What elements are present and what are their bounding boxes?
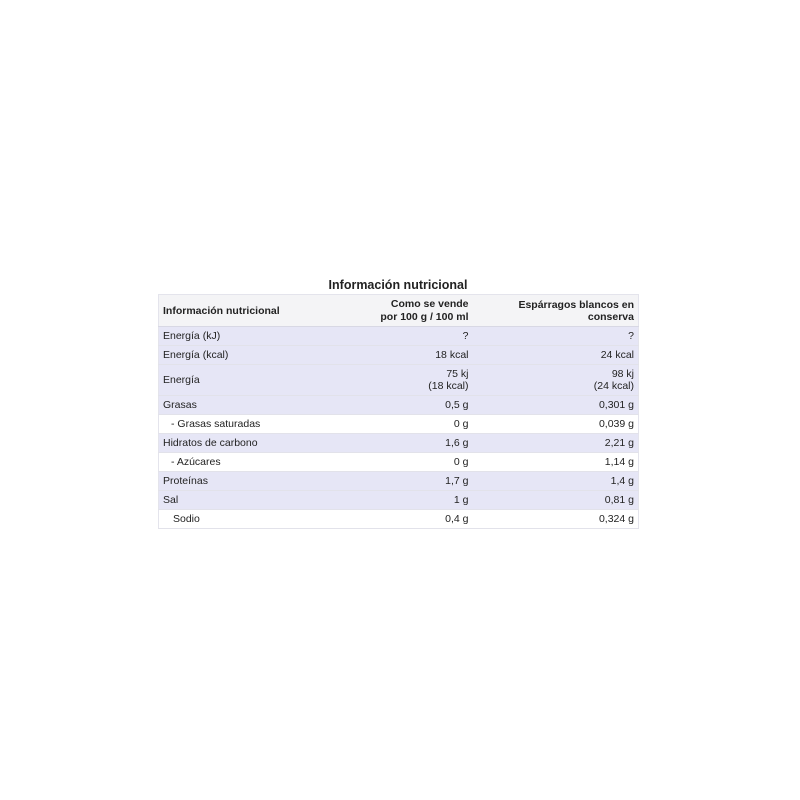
row-label: Hidratos de carbono [159, 434, 373, 453]
header-product: Espárragos blancos en conserva [473, 295, 639, 327]
row-product: 24 kcal [473, 346, 639, 365]
row-as-sold: 0 g [373, 453, 473, 472]
header-as-sold-line1: Como se vende [390, 297, 469, 310]
row-product: 1,14 g [473, 453, 639, 472]
header-nutrient: Información nutricional [159, 295, 373, 327]
table-row [159, 510, 639, 529]
row-label [159, 453, 373, 472]
table-header-row [159, 295, 639, 327]
header-as-sold [373, 295, 473, 327]
row-sublabel: - Azúcares [171, 456, 221, 468]
row-product: 1,4 g [473, 472, 639, 491]
row-product: 0,324 g [473, 510, 639, 529]
row-label: Energía (kcal) [159, 346, 373, 365]
row-as-sold: 1 g [373, 491, 473, 510]
row-as-sold-line2: (18 kcal) [428, 380, 469, 392]
row-label: Sal [159, 491, 373, 510]
row-label: Energía [159, 365, 373, 396]
table-row [159, 346, 639, 365]
row-as-sold-line1: 75 kj [446, 368, 469, 380]
row-as-sold: 0,5 g [373, 396, 473, 415]
row-label: Proteínas [159, 472, 373, 491]
row-label [159, 510, 373, 529]
row-label [159, 415, 373, 434]
table-row [159, 472, 639, 491]
row-as-sold: 1,7 g [373, 472, 473, 491]
row-product: ? [473, 327, 639, 346]
row-product: 0,81 g [473, 491, 639, 510]
table-row [159, 453, 639, 472]
row-as-sold: ? [373, 327, 473, 346]
row-as-sold: 18 kcal [373, 346, 473, 365]
row-product [473, 365, 639, 396]
row-sublabel: Sodio [173, 513, 200, 525]
nutrition-title: Información nutricional [328, 278, 468, 292]
table-row [159, 327, 639, 346]
table-row [159, 491, 639, 510]
row-label: Grasas [159, 396, 373, 415]
row-product-line1: 98 kj [611, 368, 634, 380]
row-as-sold: 0 g [373, 415, 473, 434]
nutrition-panel [158, 276, 638, 529]
row-sublabel: - Grasas saturadas [171, 418, 261, 430]
row-as-sold: 0,4 g [373, 510, 473, 529]
row-product: 0,039 g [473, 415, 639, 434]
table-row [159, 415, 639, 434]
row-product: 0,301 g [473, 396, 639, 415]
row-product-line2: (24 kcal) [593, 380, 634, 392]
table-row [159, 434, 639, 453]
row-as-sold: 1,6 g [373, 434, 473, 453]
table-row [159, 396, 639, 415]
row-label: Energía (kJ) [159, 327, 373, 346]
header-as-sold-line2: por 100 g / 100 ml [380, 310, 469, 323]
nutrition-table [158, 294, 639, 529]
row-as-sold [373, 365, 473, 396]
row-product: 2,21 g [473, 434, 639, 453]
table-row [159, 365, 639, 396]
